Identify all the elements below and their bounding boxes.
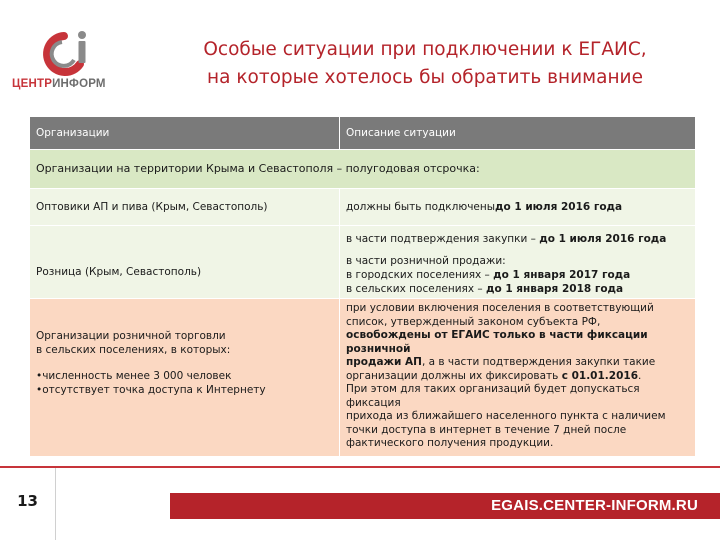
logo-wordmark bbox=[12, 78, 122, 90]
description-emphasis: продажи АП bbox=[346, 356, 422, 368]
org-bullet: •численность менее 3 000 человек bbox=[36, 370, 232, 382]
org-cell: Оптовики АП и пива (Крым, Севастополь) bbox=[30, 189, 340, 225]
table-header-row bbox=[30, 117, 695, 150]
logo-wordmark-part1: ЦЕНТР bbox=[12, 78, 53, 90]
description-line: фактического получения продукции. bbox=[346, 437, 554, 449]
column-header-description: Описание ситуации bbox=[346, 127, 456, 139]
table-row bbox=[30, 299, 695, 457]
column-header-organizations: Организации bbox=[30, 117, 340, 149]
description-line bbox=[346, 232, 689, 246]
description-line bbox=[346, 268, 689, 282]
table-row bbox=[30, 226, 695, 299]
description-cell bbox=[340, 189, 695, 225]
description-text: в городских поселениях – bbox=[346, 269, 494, 281]
description-line bbox=[346, 282, 689, 296]
description-line: при условии включения поселения в соответствующий bbox=[346, 302, 654, 314]
description-line bbox=[346, 370, 689, 384]
description-line: точки доступа в интернет в течение 7 дней после bbox=[346, 423, 627, 436]
org-bullet: •отсутствует точка доступа к Интернету bbox=[36, 384, 266, 396]
description-text: в сельских поселениях – bbox=[346, 283, 486, 295]
situations-table bbox=[30, 117, 695, 457]
slide-title-line1: Особые ситуации при подключении к ЕГАИС, bbox=[203, 39, 647, 60]
description-cell bbox=[340, 299, 695, 456]
slide-title-line2: на которые хотелось бы обратить внимание bbox=[207, 67, 643, 88]
footer-website: EGAIS.CENTER-INFORM.RU bbox=[491, 497, 698, 514]
description-text: . bbox=[638, 369, 642, 382]
org-cell: Розница (Крым, Севастополь) bbox=[30, 226, 340, 298]
description-text: , а в части подтверждения закупки такие bbox=[421, 356, 656, 368]
description-line: список, утвержденный законом субъекта РФ, bbox=[346, 315, 601, 328]
footer-divider bbox=[0, 466, 720, 468]
description-text: в части подтверждения закупки – bbox=[346, 233, 540, 245]
page-number: 13 bbox=[17, 492, 38, 510]
org-line: Организации розничной торговли bbox=[36, 330, 226, 342]
logo-wordmark-part2: ИНФОРМ bbox=[52, 78, 106, 90]
description-line bbox=[346, 329, 689, 356]
description-deadline: до 1 января 2018 года bbox=[486, 283, 624, 295]
org-line: в сельских поселениях, в которых: bbox=[36, 344, 231, 356]
description-deadline: до 1 июля 2016 года bbox=[539, 233, 667, 245]
table-row bbox=[30, 189, 695, 226]
description-text: организации должны их фиксировать bbox=[346, 369, 562, 382]
description-text: должны быть подключены bbox=[346, 201, 496, 213]
description-line: При этом для таких организаций будет допускаться фиксация bbox=[346, 383, 640, 409]
centrinform-logo-icon bbox=[38, 28, 92, 80]
slide-title bbox=[150, 36, 700, 92]
company-logo bbox=[12, 28, 122, 94]
description-deadline: до 1 июля 2016 года bbox=[495, 201, 623, 213]
description-line: прихода из ближайшего населенного пункта с наличием bbox=[346, 410, 666, 422]
org-cell bbox=[30, 299, 340, 456]
description-cell bbox=[340, 226, 695, 298]
footer-bar bbox=[170, 493, 720, 519]
table-section-row bbox=[30, 150, 695, 189]
description-line bbox=[346, 356, 689, 370]
description-deadline: до 1 января 2017 года bbox=[493, 269, 631, 281]
description-emphasis: освобождены от ЕГАИС только в части фиксации розничной bbox=[346, 329, 648, 355]
description-deadline: с 01.01.2016 bbox=[561, 369, 639, 382]
section-row-text: Организации на территории Крыма и Севастополя – полугодовая отсрочка: bbox=[36, 162, 480, 175]
description-line: в части розничной продажи: bbox=[346, 255, 506, 267]
page-number-box bbox=[0, 468, 56, 540]
